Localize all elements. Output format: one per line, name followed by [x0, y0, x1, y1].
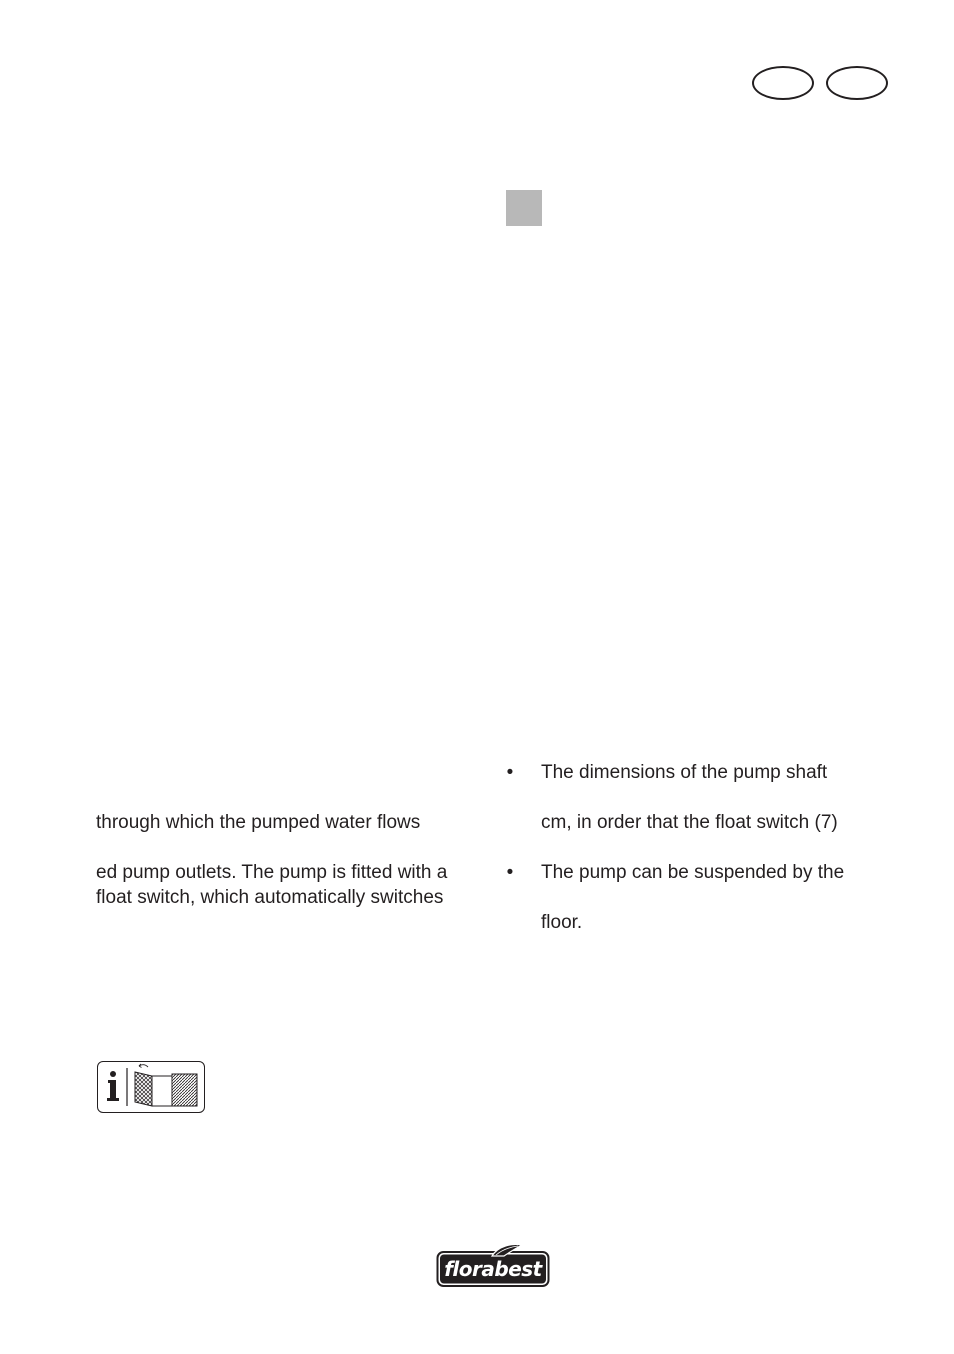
left-text-line-2: ed pump outlets. The pump is fitted with a	[96, 862, 448, 883]
right-text-line-2: cm, in order that the float switch (7)	[541, 812, 838, 833]
language-badge-right	[826, 66, 888, 100]
right-text-line-1: The dimensions of the pump shaft	[541, 762, 828, 783]
right-text-line-4: floor.	[541, 912, 583, 933]
right-text-line-3: The pump can be suspended by the	[541, 862, 845, 883]
left-text-line-3: float switch, which automatically switches	[96, 887, 444, 908]
bullet-2: •	[506, 862, 514, 883]
left-text-line-1: through which the pumped water flows	[96, 812, 421, 833]
section-marker	[506, 190, 542, 226]
bullet-1: •	[506, 762, 514, 783]
florabest-logo	[436, 1242, 550, 1288]
info-foldout-icon	[97, 1061, 205, 1113]
logo-wordmark: florabest	[444, 1257, 542, 1281]
language-badge-left	[752, 66, 814, 100]
